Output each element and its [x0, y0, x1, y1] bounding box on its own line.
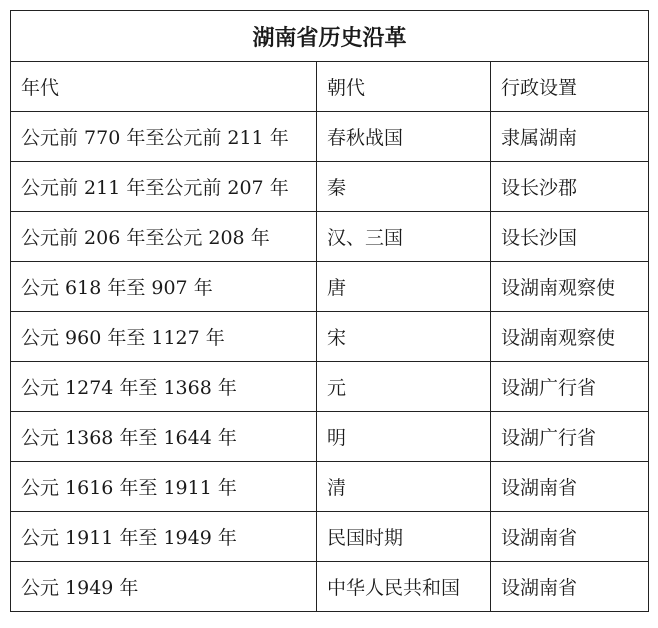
header-row	[11, 62, 649, 112]
era-cell: 公元 618 年至 907 年	[11, 262, 317, 312]
dynasty-cell: 秦	[317, 162, 491, 212]
era-cell: 公元 1616 年至 1911 年	[11, 462, 317, 512]
era-cell: 公元 1949 年	[11, 562, 317, 612]
history-table	[10, 10, 649, 612]
dynasty-cell: 宋	[317, 312, 491, 362]
table-row	[11, 512, 649, 562]
dynasty-cell: 元	[317, 362, 491, 412]
header-dynasty: 朝代	[317, 62, 491, 112]
era-cell: 公元 1911 年至 1949 年	[11, 512, 317, 562]
dynasty-cell: 汉、三国	[317, 212, 491, 262]
header-era: 年代	[11, 62, 317, 112]
era-cell: 公元前 206 年至公元 208 年	[11, 212, 317, 262]
era-cell: 公元 1368 年至 1644 年	[11, 412, 317, 462]
dynasty-cell: 春秋战国	[317, 112, 491, 162]
dynasty-cell: 唐	[317, 262, 491, 312]
table-row	[11, 312, 649, 362]
administration-cell: 设湖南省	[491, 462, 649, 512]
administration-cell: 隶属湖南	[491, 112, 649, 162]
administration-cell: 设湖南省	[491, 562, 649, 612]
administration-cell: 设长沙国	[491, 212, 649, 262]
table-row	[11, 212, 649, 262]
dynasty-cell: 民国时期	[317, 512, 491, 562]
dynasty-cell: 中华人民共和国	[317, 562, 491, 612]
table-row	[11, 362, 649, 412]
table-row	[11, 412, 649, 462]
era-cell: 公元 960 年至 1127 年	[11, 312, 317, 362]
table-row	[11, 162, 649, 212]
era-cell: 公元前 211 年至公元前 207 年	[11, 162, 317, 212]
title-row	[11, 11, 649, 62]
administration-cell: 设湖南省	[491, 512, 649, 562]
administration-cell: 设长沙郡	[491, 162, 649, 212]
era-cell: 公元前 770 年至公元前 211 年	[11, 112, 317, 162]
dynasty-cell: 明	[317, 412, 491, 462]
header-administration: 行政设置	[491, 62, 649, 112]
table-row	[11, 562, 649, 612]
administration-cell: 设湖南观察使	[491, 312, 649, 362]
administration-cell: 设湖南观察使	[491, 262, 649, 312]
table-row	[11, 262, 649, 312]
era-cell: 公元 1274 年至 1368 年	[11, 362, 317, 412]
administration-cell: 设湖广行省	[491, 412, 649, 462]
table-row	[11, 462, 649, 512]
dynasty-cell: 清	[317, 462, 491, 512]
administration-cell: 设湖广行省	[491, 362, 649, 412]
table-row	[11, 112, 649, 162]
table-title: 湖南省历史沿革	[11, 11, 649, 62]
